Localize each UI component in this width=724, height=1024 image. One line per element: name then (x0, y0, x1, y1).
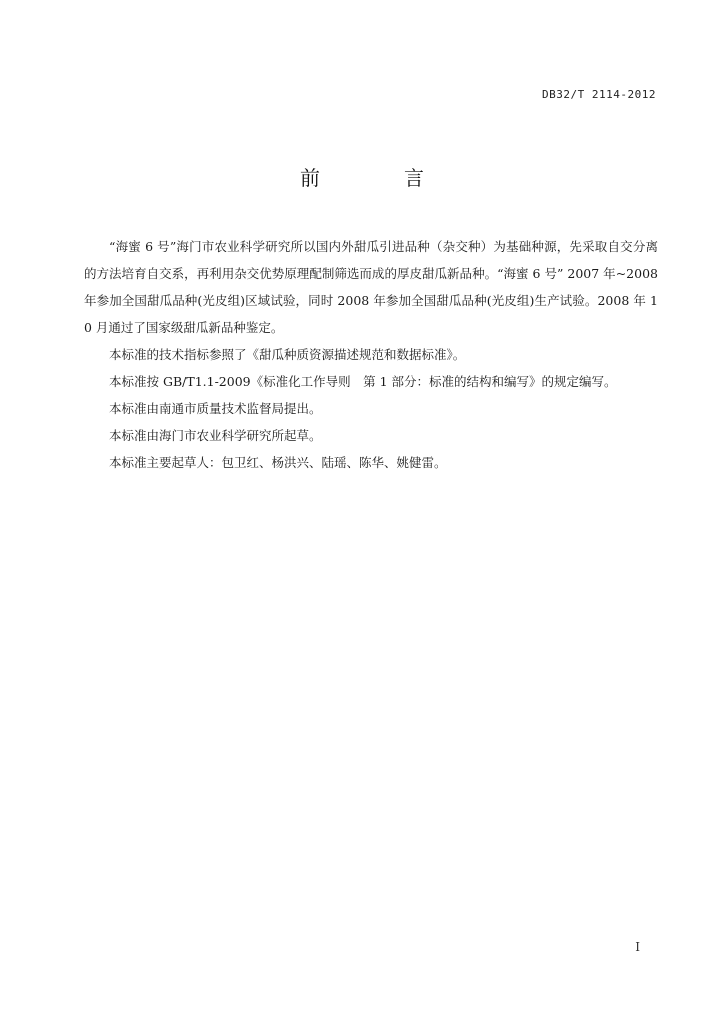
paragraph-main-drafters: 本标准主要起草人：包卫红、杨洪兴、陆瑶、陈华、姚健雷。 (109, 455, 447, 470)
paragraph-proposed-by: 本标准由南通市质量技术监督局提出。 (109, 401, 322, 416)
paragraph-drafting-rules: 本标准按 GB/T1.1-2009《标准化工作导则 第 1 部分：标准的结构和编写》的规定编写。 (109, 374, 617, 389)
document-code: DB32/T 2114-2012 (542, 88, 656, 101)
paragraph-variety-description: “海蜜 6 号”海门市农业科学研究所以国内外甜瓜引进品种（杂交种）为基础种源，先采取自交分离的方法培育自交系，再利用杂交优势原理配制筛选而成的厚皮甜瓜新品种。“海蜜 6 号” 2007 年~2008 年参加全国甜瓜品种(光皮组)区域试验，同时 2008 年参加全国甜瓜品种(光皮组)生产试验。2008 年 10 月通过了国家级甜瓜新品种鉴定。 (84, 239, 658, 335)
foreword-body (84, 233, 658, 476)
paragraph-reference-standard: 本标准的技术指标参照了《甜瓜种质资源描述规范和数据标准》。 (109, 347, 466, 362)
paragraph-drafted-by: 本标准由海门市农业科学研究所起草。 (109, 428, 322, 443)
page-title: 前 言 (300, 166, 456, 190)
page-number: I (635, 940, 640, 954)
